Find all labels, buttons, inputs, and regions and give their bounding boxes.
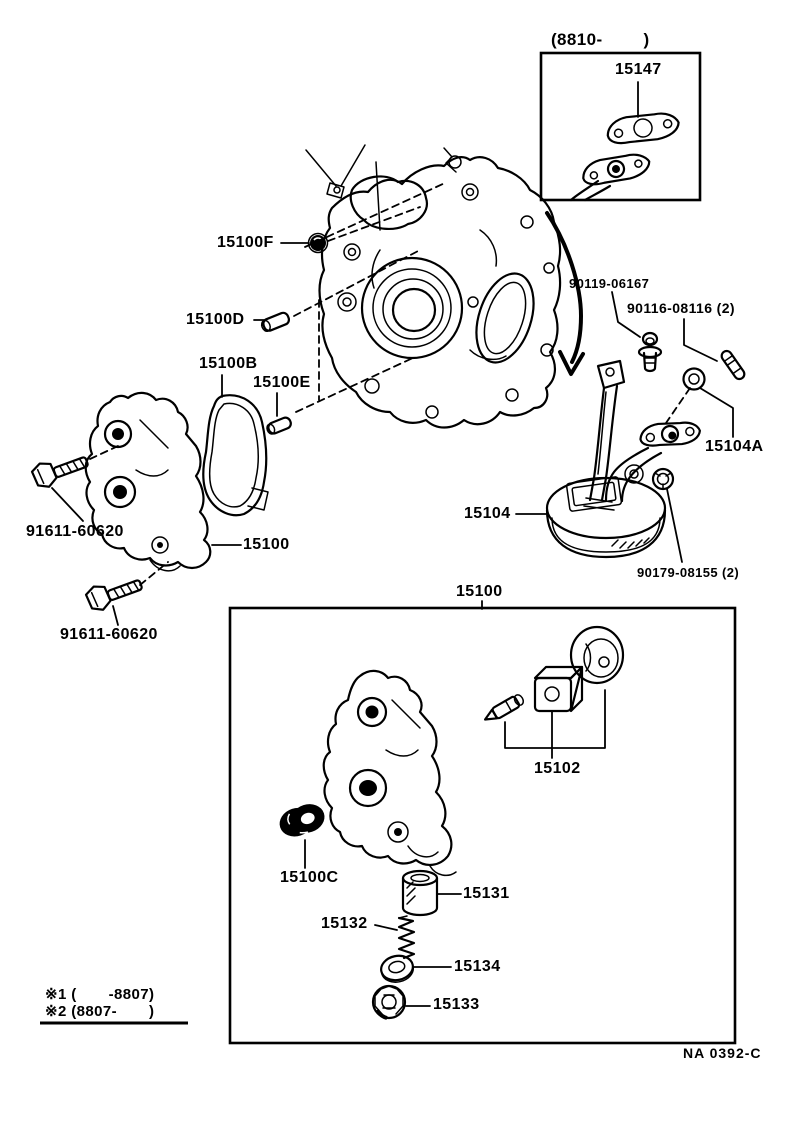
callout-15132: 15132 — [321, 915, 368, 932]
callout-15131: 15131 — [463, 885, 510, 902]
callout-15134: 15134 — [454, 958, 501, 975]
callout-15147: 15147 — [615, 61, 662, 78]
inset-header: (8810- ) — [551, 30, 650, 49]
callout-15100b: 15100B — [199, 355, 258, 372]
callout-15100c: 15100C — [280, 869, 339, 886]
callout-90179-08155: 90179-08155 (2) — [637, 565, 740, 580]
washer-15134-art — [379, 953, 416, 985]
bolt-91611-lower-art — [84, 571, 144, 613]
pump-body-exploded-art — [324, 671, 456, 875]
plug-15133-art — [373, 986, 405, 1018]
callout-91611-lower: 91611-60620 — [60, 626, 158, 643]
gasket-15147-art — [605, 107, 681, 149]
oring-15104A-art — [684, 369, 705, 390]
bolt-91611-upper-art — [30, 448, 90, 490]
plug-15100F-art — [309, 234, 328, 253]
callout-90119-06167: 90119-06167 — [569, 276, 650, 291]
stud-90116-art — [720, 349, 747, 381]
valve-15131-art — [403, 871, 437, 915]
legend-line-1: ※1 ( -8807) — [45, 986, 155, 1003]
bolt-90119-art — [639, 333, 661, 371]
callout-15104: 15104 — [464, 505, 511, 522]
callout-15102: 15102 — [534, 760, 581, 777]
callout-15100-pump: 15100 — [243, 536, 290, 553]
legend-line-2: ※2 (8807- ) — [45, 1003, 155, 1020]
pin-15100D-art — [260, 311, 290, 333]
gasket-15100B-art — [203, 395, 268, 515]
callout-91611-upper: 91611-60620 — [26, 523, 124, 540]
callout-90116-08116: 90116-08116 (2) — [627, 300, 735, 316]
callout-15100e: 15100E — [253, 374, 311, 391]
spring-15132-art — [399, 916, 414, 958]
bushing-15100C-art — [276, 800, 328, 841]
box-title-15100: 15100 — [456, 583, 503, 600]
callout-15133: 15133 — [433, 996, 480, 1013]
callout-15100f: 15100F — [217, 234, 274, 251]
callout-15100d: 15100D — [186, 311, 245, 328]
pin-15100E-art — [265, 416, 292, 435]
inset-pipe-gasket-art — [580, 147, 653, 191]
assembly-dashed-lines — [90, 183, 690, 585]
callout-15104a: 15104A — [705, 438, 764, 455]
rotor-set-15102-art — [482, 627, 623, 758]
oil-pump-assembly-art — [86, 393, 211, 571]
drawing-code: NA 0392-C — [683, 1045, 762, 1061]
front-cover-art — [306, 145, 560, 428]
leader-lines — [52, 82, 733, 1006]
strainer-art — [547, 361, 702, 557]
